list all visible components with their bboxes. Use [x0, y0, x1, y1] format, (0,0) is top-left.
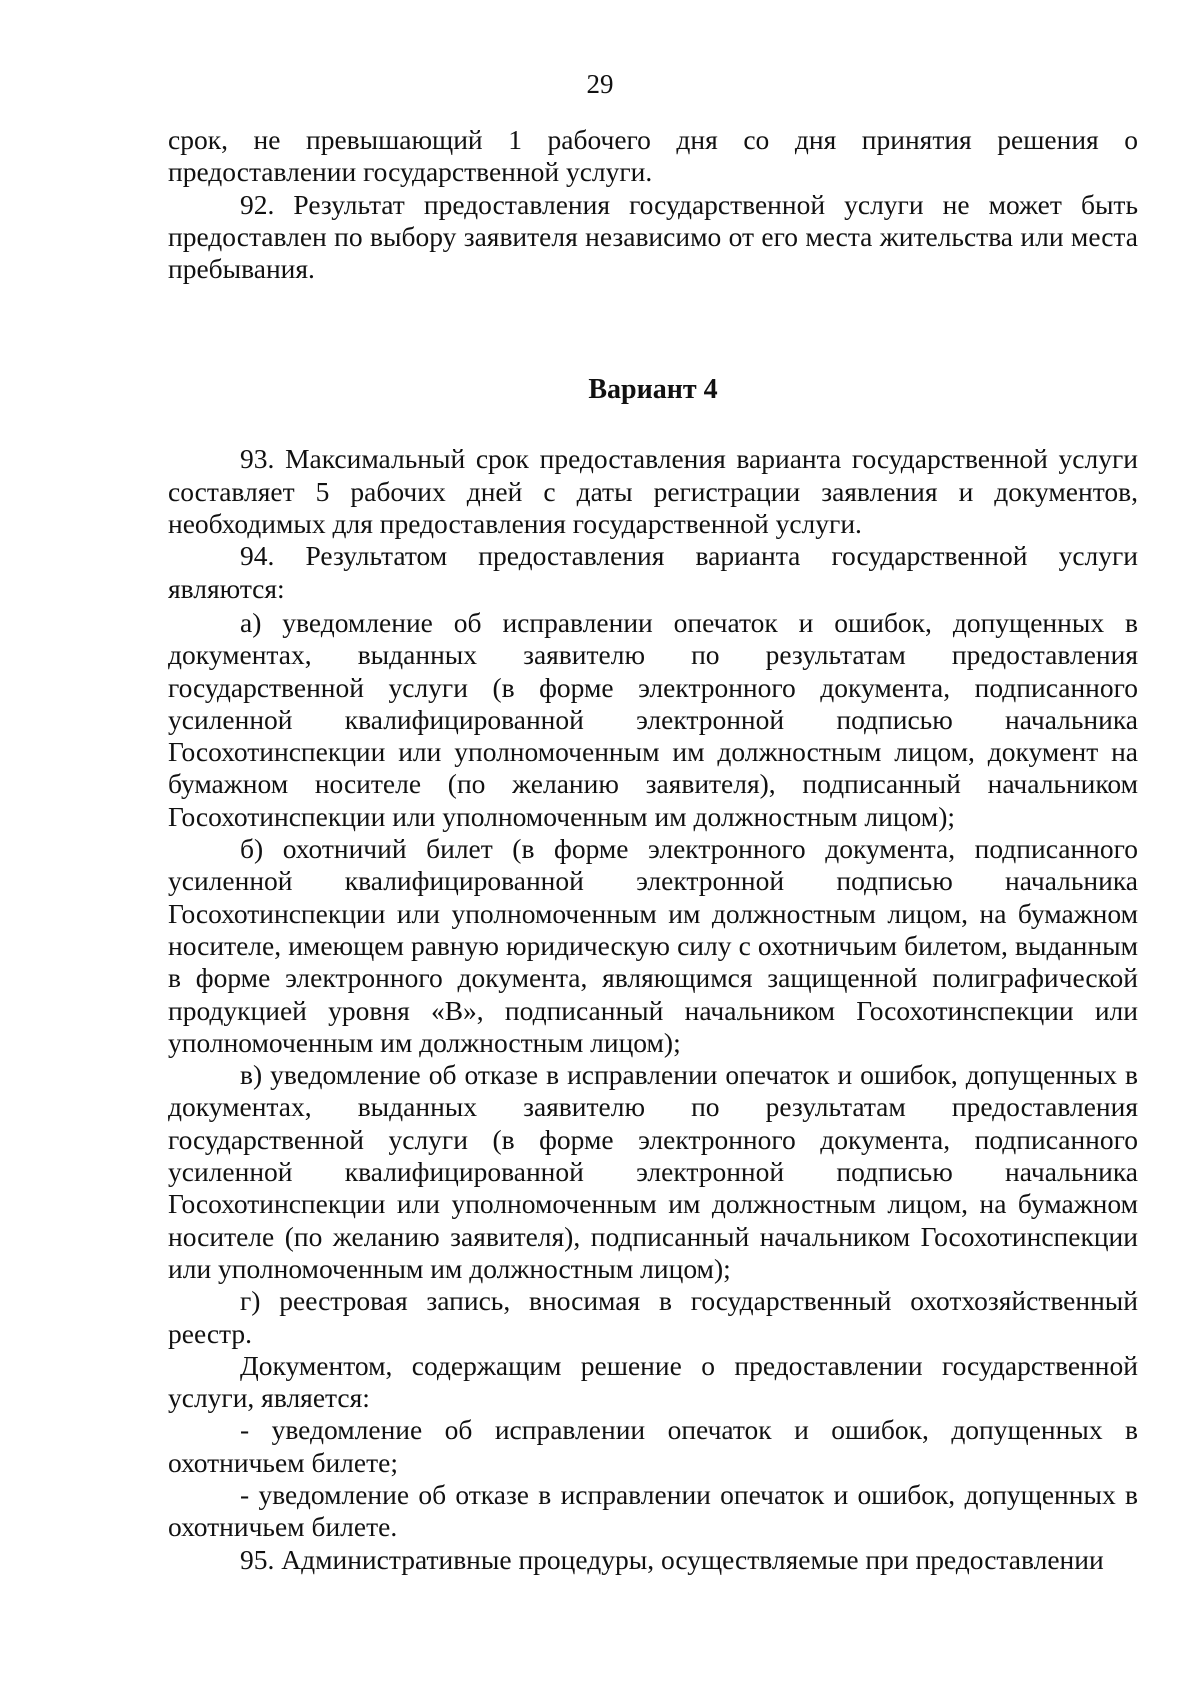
list-item-a: а) уведомление об исправлении опечаток и ошибок, допущенных в документах, выданных заявителю по результатам предоставления государственной услуги (в форме электронного документа, подписанного усиленной квалифицированной электронной подписью начальника Госохотинспекции или уполномоченным им должностным лицом, документ на бумажном носителе (по желанию заявителя), подписанный начальником Госохотинспекции или уполномоченным им должностным лицом); [168, 606, 1138, 832]
paragraph-continuation: срок, не превышающий 1 рабочего дня со дня принятия решения о предоставлении государственной услуги. [168, 124, 1138, 188]
paragraph-decision-document: Документом, содержащим решение о предоставлении государственной услуги, является: [168, 1349, 1138, 1414]
dash-item-correction: - уведомление об исправлении опечаток и ошибок, допущенных в охотничьем билете; [168, 1414, 1138, 1478]
paragraph-92: 92. Результат предоставления государственной услуги не может быть предоставлен по выбору заявителя независимо от его места жительства или места пребывания. [168, 188, 1138, 285]
document-body [168, 124, 1138, 1576]
paragraph-93: 93. Максимальный срок предоставления варианта государственной услуги составляет 5 рабочих дней с даты регистрации заявления и документов, необходимых для предоставления государственной услуги. [168, 443, 1138, 540]
paragraph-95: 95. Административные процедуры, осуществляемые при предоставлении [240, 1543, 1104, 1575]
paragraph-94: 94. Результатом предоставления варианта государственной услуги являются: [168, 540, 1138, 604]
page-number: 29 [586, 69, 614, 99]
list-item-b: б) охотничий билет (в форме электронного документа, подписанного усиленной квалифицированной электронной подписью начальника Госохотинспекции или уполномоченным им должностным лицом, на бумажном носителе, имеющем равную юридическую силу с охотничьим билетом, выданным в форме электронного документа, являющимся защищенной полиграфической продукцией уровня «В», подписанный начальником Госохотинспекции или уполномоченным им должностным лицом); [168, 833, 1138, 1058]
list-item-v: в) уведомление об отказе в исправлении опечаток и ошибок, допущенных в документах, выданных заявителю по результатам предоставления государственной услуги (в форме электронного документа, подписанного усиленной квалифицированной электронной подписью начальника Госохотинспекции или уполномоченным им должностным лицом, на бумажном носителе (по желанию заявителя), подписанный начальником Госохотинспекции или уполномоченным им должностным лицом); [168, 1059, 1138, 1284]
dash-item-refusal: - уведомление об отказе в исправлении опечаток и ошибок, допущенных в охотничьем билете. [168, 1478, 1138, 1543]
list-item-g: г) реестровая запись, вносимая в государственный охотхозяйственный реестр. [168, 1285, 1138, 1349]
section-heading: Вариант 4 [588, 374, 718, 406]
